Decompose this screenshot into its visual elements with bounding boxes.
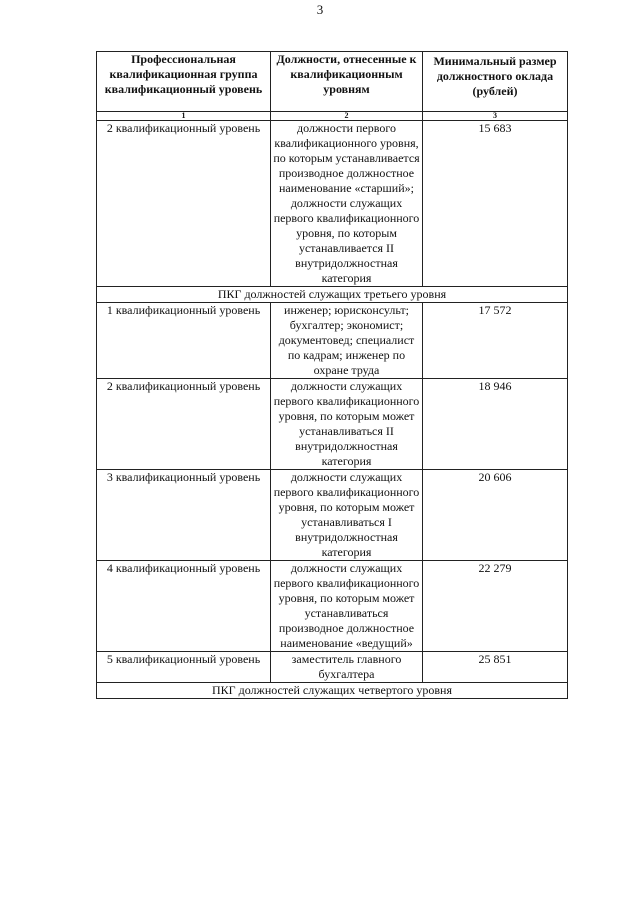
group-row — [97, 287, 568, 303]
salary-cell: 18 946 — [423, 379, 568, 470]
salary-cell: 25 851 — [423, 652, 568, 683]
header-positions: Должности, отнесенные к квалификационным уровням — [271, 52, 423, 112]
header-min-salary: Минимальный размер должностного оклада (рублей) — [423, 52, 568, 112]
group-row — [97, 683, 568, 699]
group-title: ПКГ должностей служащих четвертого уровня — [97, 683, 568, 699]
positions-cell: заместитель главного бухгалтера — [271, 652, 423, 683]
table-row — [97, 379, 568, 470]
table-row — [97, 652, 568, 683]
positions-cell: должности служащих первого квалификационного уровня, по которым может устанавливаться I внутридолжностная категория — [271, 470, 423, 561]
table-row — [97, 303, 568, 379]
salary-cell: 17 572 — [423, 303, 568, 379]
table-row — [97, 121, 568, 287]
column-number-row — [97, 112, 568, 121]
positions-cell: должности первого квалификационного уровня, по которым устанавливается производное должностное наименование «старший»; должности служащих первого квалификационного уровня, по которым устанавливается II внутридолжностная категория — [271, 121, 423, 287]
group-title: ПКГ должностей служащих третьего уровня — [97, 287, 568, 303]
header-row — [97, 52, 568, 112]
qualification-level: 5 квалификационный уровень — [97, 652, 271, 683]
qualification-level: 3 квалификационный уровень — [97, 470, 271, 561]
column-number: 2 — [271, 112, 423, 121]
page-number: 3 — [316, 2, 324, 17]
salary-cell: 20 606 — [423, 470, 568, 561]
qualification-level: 1 квалификационный уровень — [97, 303, 271, 379]
column-number: 3 — [423, 112, 568, 121]
qualification-level: 2 квалификационный уровень — [97, 121, 271, 287]
positions-cell: инженер; юрисконсульт; бухгалтер; экономист; документовед; специалист по кадрам; инженер по охране труда — [271, 303, 423, 379]
table-row — [97, 470, 568, 561]
salary-table — [96, 51, 568, 699]
column-number: 1 — [97, 112, 271, 121]
positions-cell: должности служащих первого квалификационного уровня, по которым может устанавливаться II внутридолжностная категория — [271, 379, 423, 470]
positions-cell: должности служащих первого квалификационного уровня, по которым может устанавливаться производное должностное наименование «ведущий» — [271, 561, 423, 652]
qualification-level: 4 квалификационный уровень — [97, 561, 271, 652]
header-qualification-group: Профессиональная квалификационная группа квалификационный уровень — [97, 52, 271, 112]
qualification-level: 2 квалификационный уровень — [97, 379, 271, 470]
salary-cell: 15 683 — [423, 121, 568, 287]
salary-cell: 22 279 — [423, 561, 568, 652]
table-row — [97, 561, 568, 652]
